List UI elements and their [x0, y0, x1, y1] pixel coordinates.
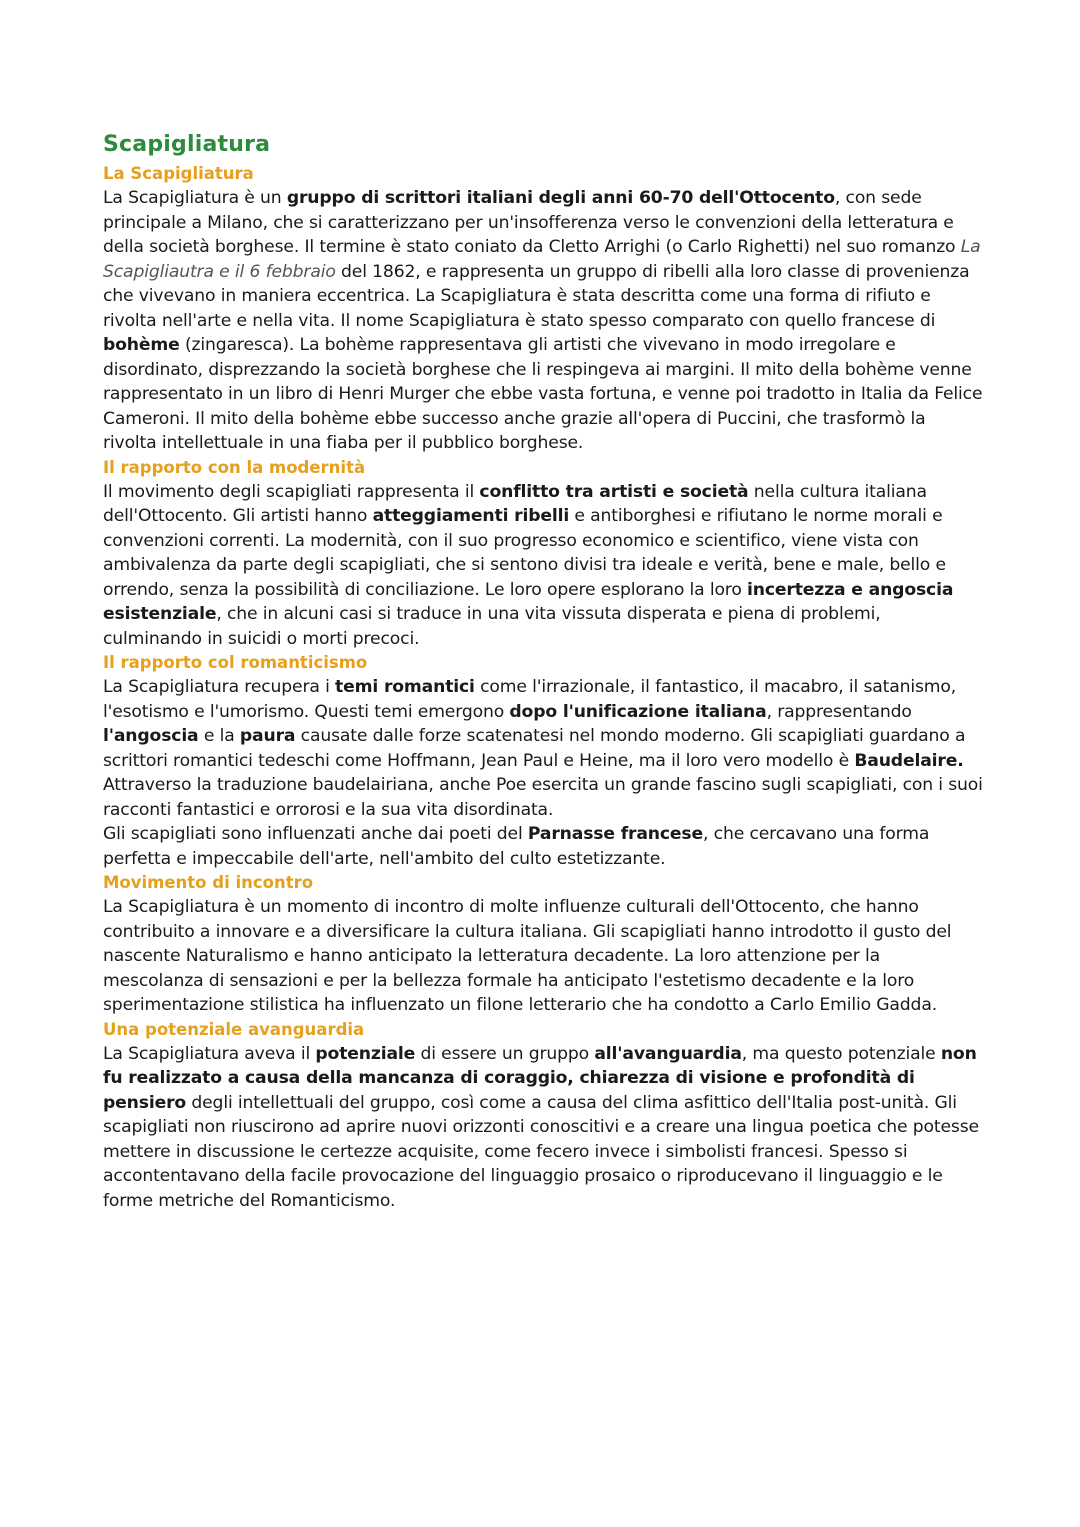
- text-run: Attraverso la traduzione baudelairiana, anche Poe esercita un grande fascino sugli scapigliati, con i suoi racconti fantastici e orrorosi e la sua vita disordinata.: [103, 775, 983, 820]
- bold-text: conflitto tra artisti e società: [479, 481, 749, 502]
- text-run: degli intellettuali del gruppo, così come a causa del clima asfittico dell'Italia post-unità. Gli scapigliati non riuscirono ad aprire nuovi orizzonti conoscitivi e a creare una lingua poetica che potesse mettere in discussione le certezze acquisite, come fecero invece i simbolisti francesi. Spesso si accontentavano della facile provocazione del linguaggio prosaico o riproducevano il linguaggio e le forme metriche del Romanticismo.: [103, 1092, 979, 1211]
- text-run: La Scapigliatura è un momento di incontro di molte influenze culturali dell'Ottocento, che hanno contribuito a innovare e a diversificare la cultura italiana. Gli scapigliati hanno introdotto il gusto del nascente Naturalismo e hanno anticipato la letteratura decadente. La loro attenzione per la mescolanza di sensazioni e per la bellezza formale ha anticipato l'estetismo decadente e la loro sperimentazione stilistica ha influenzato un filone letterario che ha condotto a Carlo Emilio Gadda.: [103, 897, 952, 1015]
- document-page: [103, 130, 983, 1213]
- section-heading: La Scapigliatura: [103, 164, 254, 183]
- text-run: come l'irrazionale, il fantastico, il macabro, il satanismo, l'esotismo e l'umorismo. Questi temi emergono: [103, 677, 957, 722]
- text-run: , rappresentando: [766, 701, 912, 722]
- document-body: [103, 162, 983, 1213]
- paragraph: [103, 480, 983, 652]
- text-run: Il movimento degli scapigliati rappresenta il: [103, 481, 480, 502]
- italic-title: La Scapigliautra e il 6 febbraio: [103, 237, 981, 282]
- bold-text: gruppo di scrittori italiani degli anni 60-70 dell'Ottocento: [286, 188, 835, 208]
- bold-text: l'angoscia: [103, 726, 199, 746]
- text-run: La Scapigliatura aveva il: [103, 1043, 316, 1064]
- bold-text: incertezza e angoscia esistenziale: [103, 579, 954, 624]
- text-run: e la: [198, 726, 240, 746]
- paragraph: [103, 1042, 983, 1214]
- paragraph: [103, 186, 983, 456]
- paragraph: [103, 822, 983, 871]
- text-run: , ma questo potenziale: [741, 1043, 941, 1064]
- section-heading: Il rapporto con la modernità: [103, 457, 366, 477]
- document-title: Scapigliatura: [103, 132, 271, 157]
- text-run: causate dalle forze scatenatesi nel mondo moderno. Gli scapigliati guardano a scrittori romantici tedeschi come Hoffmann, Jean Paul e Heine, ma il loro vero modello è: [103, 726, 966, 771]
- paragraph: [103, 675, 983, 822]
- text-run: La Scapigliatura è un: [103, 188, 287, 208]
- text-run: , che cercavano una forma perfetta e impeccabile dell'arte, nell'ambito del culto estetizzante.: [103, 824, 930, 869]
- paragraph: [103, 895, 983, 1018]
- section-heading: Una potenziale avanguardia: [103, 1019, 365, 1039]
- text-run: di essere un gruppo: [415, 1043, 595, 1064]
- text-run: Gli scapigliati sono influenzati anche dai poeti del: [103, 824, 528, 844]
- section-heading: Il rapporto col romanticismo: [103, 653, 368, 672]
- text-run: del 1862, e rappresenta un gruppo di ribelli alla loro classe di provenienza che vivevano in maniera eccentrica. La Scapigliatura è stata descritta come una forma di rifiuto e rivolta nell'arte e nella vita. Il nome Scapigliatura è stato spesso comparato con quello francese di: [103, 261, 970, 331]
- bold-text: Parnasse francese: [527, 824, 704, 844]
- text-run: , con sede principale a Milano, che si caratterizzano per un'insofferenza verso le convenzioni della letteratura e della società borghese. Il termine è stato coniato da Cletto Arrighi (o Carlo Righetti) nel suo romanzo: [103, 188, 961, 257]
- bold-text: paura: [239, 726, 296, 746]
- text-run: (zingaresca). La bohème rappresentava gli artisti che vivevano in modo irregolare e disordinato, disprezzando la società borghese che li respingeva ai margini. Il mito della bohème venne rappresentato in un libro di Henri Murger che ebbe vasta fortuna, e venne poi tradotto in Italia da Felice Cameroni. Il mito della bohème ebbe successo anche grazie all'opera di Puccini, che trasformò la rivolta intellettuale in una fiaba per il pubblico borghese.: [103, 335, 983, 453]
- bold-text: atteggiamenti ribelli: [372, 506, 570, 526]
- bold-text: temi romantici: [335, 677, 475, 697]
- text-run: , che in alcuni casi si traduce in una vita vissuta disperata e piena di problemi, culminando in suicidi o morti precoci.: [103, 604, 881, 649]
- bold-text: bohème: [103, 335, 180, 355]
- bold-text: dopo l'unificazione italiana: [509, 701, 767, 722]
- section-heading: Movimento di incontro: [103, 873, 314, 892]
- bold-text: all'avanguardia: [594, 1043, 742, 1064]
- bold-text: potenziale: [315, 1043, 416, 1064]
- bold-text: non fu realizzato a causa della mancanza di coraggio, chiarezza di visione e profondità di pensiero: [103, 1043, 977, 1113]
- text-run: La Scapigliatura recupera i: [103, 677, 336, 697]
- bold-text: Baudelaire.: [854, 750, 964, 771]
- text-run: e antiborghesi e rifiutano le norme morali e convenzioni correnti. La modernità, con il suo progresso economico e scientifico, viene vista con ambivalenza da parte degli scapigliati, che si sentono divisi tra ideale e verità, bene e male, bello e orrendo, senza la possibilità di conciliazione. Le loro opere esplorano la loro: [103, 506, 946, 600]
- text-run: nella cultura italiana dell'Ottocento. Gli artisti hanno: [103, 481, 927, 526]
